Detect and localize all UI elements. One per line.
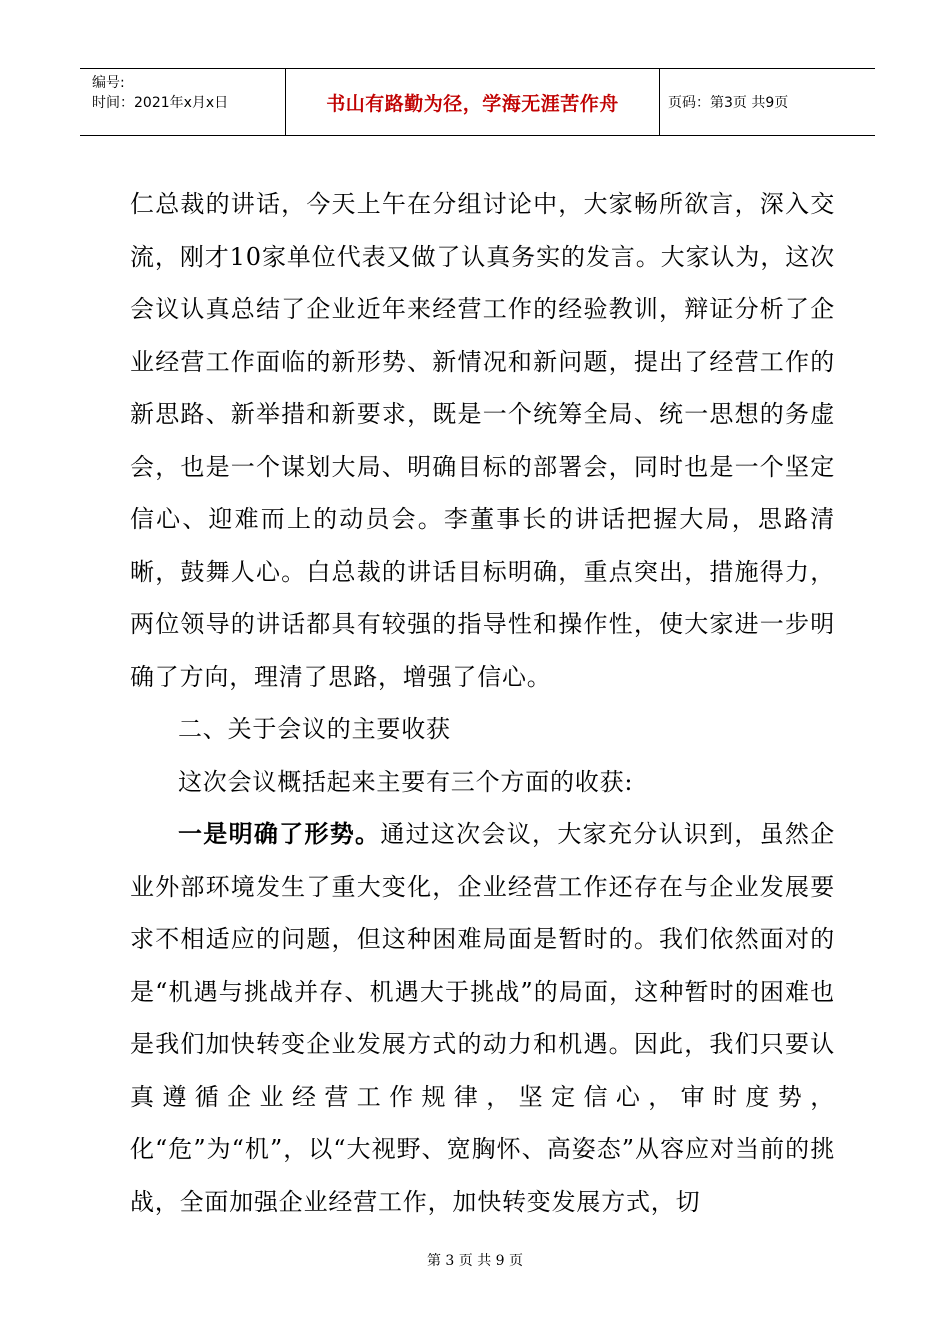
page-header [80,68,875,136]
document-body [130,178,835,1228]
paragraph-lead: 一是明确了形势。 [178,819,381,848]
paragraph-text: 通过这次会议，大家充分认识到，虽然企业外部环境发生了重大变化，企业经营工作还存在与企业发展要求不相适应的问题，但这种困难局面是暂时的。我们依然面对的是“机遇与挑战并存、机遇大于挑战”的局面，这种暂时的困难也是我们加快转变企业发展方式的动力和机遇。因此，我们只要认真遵循企业经营工作规律，坚定信心，审时度势，化“危”为“机”，以“大视野、宽胸怀、高姿态”从容应对当前的挑战，全面加强企业经营工作，加快转变发展方式，切 [130,820,835,1216]
document-number-label: 编号: [92,75,125,91]
page-footer: 第 3 页 共 9 页 [426,1253,524,1269]
section-heading: 二、关于会议的主要收获 [178,715,451,743]
document-time-label: 时间：2021年x月x日 [92,95,229,111]
header-page-number: 页码：第3页 共9页 [668,95,789,111]
body-paragraph: 这次会议概括起来主要有三个方面的收获: [178,767,634,796]
header-meta [80,69,286,135]
body-paragraph: 仁总裁的讲话，今天上午在分组讨论中，大家畅所欲言，深入交流，刚才10家单位代表又做了认真务实的发言。大家认为，这次会议认真总结了企业近年来经营工作的经验教训，辩证分析了企业经营工作面临的新形势、新情况和新问题，提出了经营工作的新思路、新举措和新要求，既是一个统筹全局、统一思想的务虚会，也是一个谋划大局、明确目标的部署会，同时也是一个坚定信心、迎难而上的动员会。李董事长的讲话把握大局，思路清晰，鼓舞人心。白总裁的讲话目标明确，重点突出，措施得力，两位领导的讲话都具有较强的指导性和操作性，使大家进一步明确了方向，理清了思路，增强了信心。 [130,190,835,691]
body-paragraph [130,808,835,1228]
header-motto: 书山有路勤为径，学海无涯苦作舟 [286,69,660,135]
